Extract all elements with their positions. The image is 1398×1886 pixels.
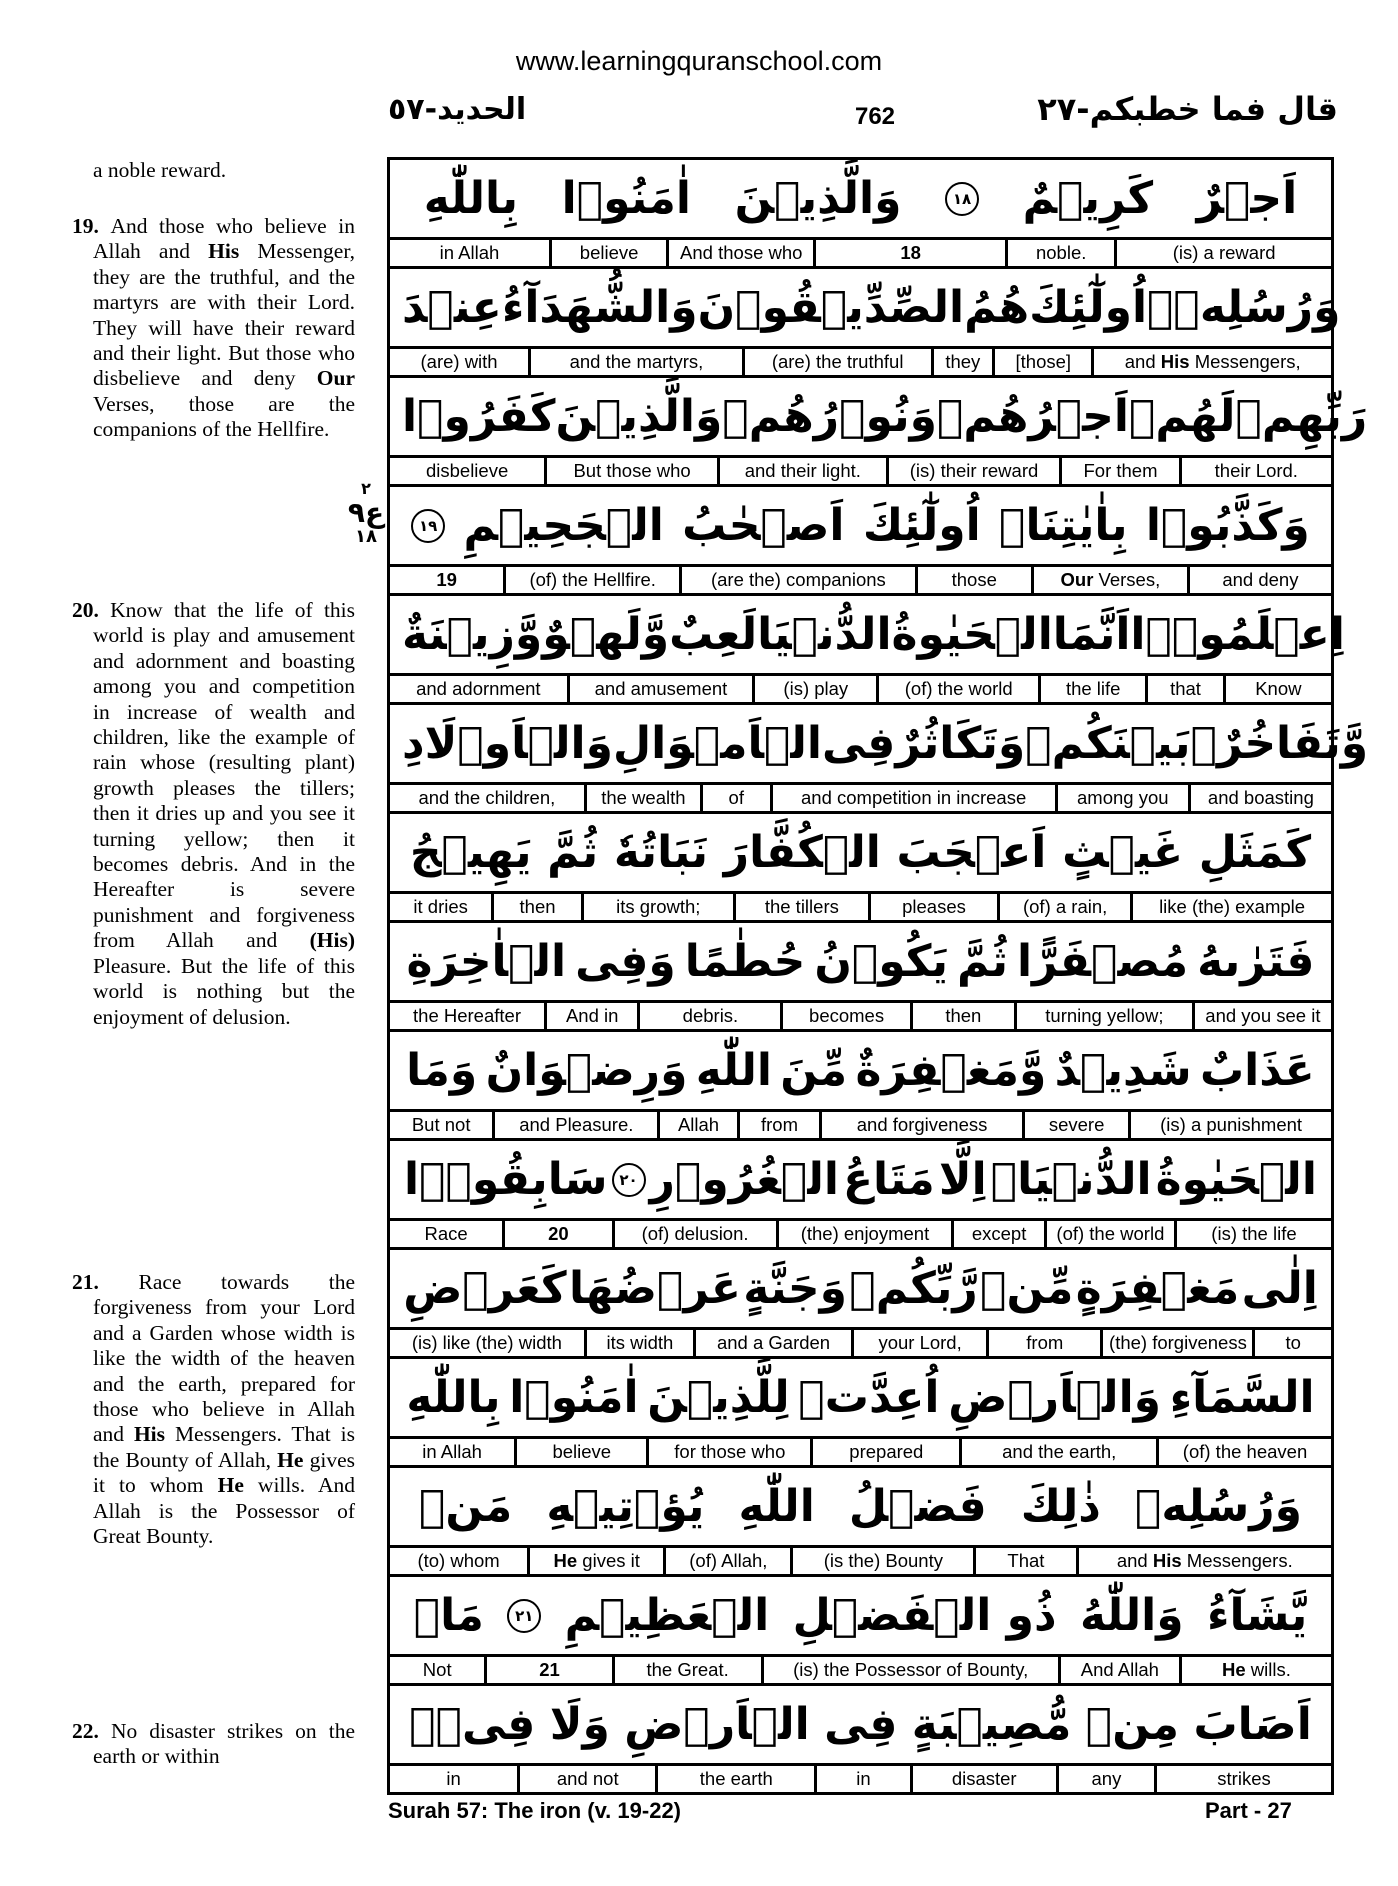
arabic-word: فِى xyxy=(822,717,896,769)
translation-cell: He wills. xyxy=(1179,1657,1331,1683)
verse-number: 21. xyxy=(72,1270,139,1294)
arabic-word: اٰمَنُوۡا xyxy=(561,172,691,224)
translation-cell: from xyxy=(737,1112,819,1138)
translation-cell: the Great. xyxy=(612,1657,761,1683)
arabic-word: مُّصِيۡبَةٍ xyxy=(911,1698,1072,1750)
verse-number-cell: 20 xyxy=(502,1221,611,1247)
translation-cell: (is) like (the) width xyxy=(411,1332,562,1353)
arabic-word: وَاللّٰهُ xyxy=(1079,1589,1184,1641)
translation-cell: and the earth, xyxy=(959,1439,1156,1465)
arabic-word: ذٰلِكَ xyxy=(1020,1480,1101,1532)
verse-row-group xyxy=(390,1577,1331,1686)
arabic-word: وَرُسُلِهٖۤ xyxy=(1147,281,1341,333)
translation-cell: and the martyrs, xyxy=(528,349,742,375)
translation-cell: they xyxy=(931,349,993,375)
arabic-word: مُصۡفَرًّا xyxy=(1016,935,1189,987)
verse-19-translation xyxy=(72,214,356,443)
ruku-marker xyxy=(346,480,386,546)
arabic-word: اُولٰٓئِكَ xyxy=(862,499,981,551)
arabic-row xyxy=(390,487,1331,567)
arabic-word: وَّمَغۡفِرَةٌ xyxy=(855,1044,1047,1096)
translation-cell: and boasting xyxy=(1188,785,1331,811)
ruku-symbol: ع٩ xyxy=(347,496,385,529)
translation-cell: and you see it xyxy=(1192,1003,1331,1029)
juz-header: قال فما خطبكم-٢٧ xyxy=(1037,90,1338,128)
translation-cell: disaster xyxy=(910,1766,1056,1792)
verse-row-group xyxy=(390,1141,1331,1250)
translation-cell: for those who xyxy=(646,1439,810,1465)
arabic-word: لِلَّذِيۡنَ xyxy=(647,1371,790,1423)
ruku-bottom: ١٨ xyxy=(355,526,377,547)
translation-row xyxy=(390,785,1331,814)
translation-cell: their Lord. xyxy=(1179,458,1331,484)
arabic-word: وَرُسُلِهٖ xyxy=(1134,1480,1302,1532)
verse-row-group xyxy=(390,923,1331,1032)
arabic-row xyxy=(390,378,1368,458)
emphasis-text: He xyxy=(277,1447,304,1472)
emphasis-text: (His) xyxy=(309,928,355,953)
translation-cell: (are) with xyxy=(420,351,498,372)
arabic-word: وَلَا xyxy=(549,1698,610,1750)
arabic-word: الۡغُرُوۡرِ xyxy=(649,1153,839,1205)
translation-cell: (is) the life xyxy=(1174,1221,1331,1247)
verse-text: Know that the life of this world is play and amusement and adornment and boasting among you and competition in increase of wealth and children, like the example of rain whose (resulting plant) growth pleases the tillers; then it dries up and you see it turning yellow; then it becomes debris. And in the Hereafter is severe punishment and forgiveness from Allah and xyxy=(93,598,356,953)
translation-cell: (is) their reward xyxy=(886,458,1060,484)
translation-cell: And those who xyxy=(666,240,813,266)
translation-cell: (of) delusion. xyxy=(612,1221,776,1247)
translation-cell: (of) Allah, xyxy=(663,1548,790,1574)
arabic-word: وَكَذَّبُوۡا xyxy=(1145,499,1310,551)
translation-row xyxy=(390,1221,1331,1250)
arabic-word: الۡحَيٰوةُ xyxy=(891,608,1053,660)
translation-cell: (of) the heaven xyxy=(1156,1439,1331,1465)
arabic-word: الۡحَيٰوةُ xyxy=(1155,1153,1317,1205)
arabic-word: بِاٰيٰتِنَاۤ xyxy=(999,499,1128,551)
verse-20-translation xyxy=(72,598,356,1030)
arabic-word: اللّٰهِ xyxy=(695,1044,772,1096)
arabic-word: كَفَرُوۡا xyxy=(402,390,556,442)
translation-cell: Not xyxy=(422,1659,452,1680)
translation-row xyxy=(390,458,1331,487)
emphasis-text: Our xyxy=(316,366,355,391)
emphasis-text: His xyxy=(208,239,240,264)
translation-cell: the Hereafter xyxy=(413,1005,521,1026)
arabic-row xyxy=(390,814,1331,894)
arabic-word: اٰمَنُوۡا xyxy=(509,1371,639,1423)
translation-cell: turning yellow; xyxy=(1014,1003,1192,1029)
arabic-word: وَفِى xyxy=(575,935,676,987)
arabic-word: وَجَنَّةٍ xyxy=(743,1262,847,1314)
translation-cell: and a Garden xyxy=(693,1330,851,1356)
translation-row xyxy=(390,894,1331,923)
arabic-word: كَرِيۡمٌ xyxy=(1022,172,1154,224)
translation-row xyxy=(390,1112,1331,1141)
arabic-word: اللّٰهِ xyxy=(738,1480,815,1532)
arabic-word: اَصۡحٰبُ xyxy=(682,499,845,551)
translation-cell: (of) the world xyxy=(1044,1221,1174,1247)
translation-cell: it dries xyxy=(413,896,468,917)
translation-cell: of xyxy=(700,785,770,811)
arabic-word: ثُمَّ xyxy=(956,935,1008,987)
arabic-word: وَالۡاَرۡضِ xyxy=(948,1371,1162,1423)
translation-row xyxy=(390,240,1331,269)
arabic-word: وَّزِيۡنَةٌ xyxy=(402,608,543,660)
arabic-word: مِنۡ xyxy=(1085,1698,1180,1750)
arabic-word: وَالَّذِيۡنَ xyxy=(734,172,902,224)
translation-cell: any xyxy=(1056,1766,1154,1792)
arabic-word: بِاللّٰهِ xyxy=(406,1371,501,1423)
translation-cell: (is) a punishment xyxy=(1128,1112,1331,1138)
translation-cell: the life xyxy=(1038,676,1145,702)
verse-text: Pleasure. But the life of this world is nothing but the enjoyment of delusion. xyxy=(93,953,355,1029)
translation-cell: your Lord, xyxy=(851,1330,986,1356)
translation-cell: (is) play xyxy=(752,676,876,702)
arabic-row xyxy=(390,1250,1331,1330)
arabic-word: الۡاَمۡوَالِ xyxy=(612,717,823,769)
arabic-word: اَصَابَ xyxy=(1193,1698,1312,1750)
arabic-word: مَنۡ xyxy=(419,1480,513,1532)
arabic-word: غَيۡثٍ xyxy=(1062,826,1184,878)
arabic-word: بِاللّٰهِ xyxy=(423,172,519,224)
translation-cell: (the) enjoyment xyxy=(776,1221,952,1247)
verse-row-group xyxy=(390,1032,1331,1141)
translation-cell: For them xyxy=(1059,458,1178,484)
verse-number-cell: 21 xyxy=(484,1657,611,1683)
translation-cell: prepared xyxy=(810,1439,959,1465)
translation-cell: like (the) example xyxy=(1130,894,1331,920)
translation-cell: and deny xyxy=(1187,567,1331,593)
translation-cell: (are) the truthful xyxy=(742,349,931,375)
arabic-word: رَّبِّكُمۡ xyxy=(849,1262,978,1314)
arabic-row xyxy=(390,596,1345,676)
translation-cell: and His Messengers. xyxy=(1076,1548,1331,1574)
word-by-word-table xyxy=(387,157,1369,1795)
arabic-word: يَكُوۡنُ xyxy=(814,935,948,987)
verse-row-group xyxy=(390,487,1331,596)
translation-cell: then xyxy=(491,894,580,920)
arabic-word: اِعۡلَمُوۡۤا xyxy=(1130,608,1345,660)
arabic-row xyxy=(390,1686,1331,1766)
translation-cell: and amusement xyxy=(567,676,753,702)
arabic-word: مَغۡفِرَةٍ xyxy=(1075,1262,1240,1314)
translation-cell: (of) the Hellfire. xyxy=(503,567,679,593)
footer-surah-info: Surah 57: The iron (v. 19-22) xyxy=(388,1798,682,1823)
arabic-row xyxy=(390,705,1369,785)
verse-row-group xyxy=(390,705,1369,814)
arabic-word: الصِّدِّيۡقُوۡنَ xyxy=(697,281,965,333)
arabic-word: الۡكُفَّارَ xyxy=(723,826,881,878)
verse-text: Race towards the forgiveness from your Lord and a Garden whose width is like the width of the heaven and the earth, prepared for those who believe in Allah and xyxy=(93,1270,355,1447)
translation-cell: debris. xyxy=(637,1003,780,1029)
translation-cell: its growth; xyxy=(581,894,733,920)
translation-cell: believe xyxy=(514,1439,646,1465)
verse-row-group xyxy=(390,1468,1331,1577)
arabic-word: اَعۡجَبَ xyxy=(896,826,1047,878)
ruku-top: ٢ xyxy=(361,479,371,498)
translation-cell: disbelieve xyxy=(425,460,509,481)
ayah-end-marker-icon: ١٩ xyxy=(411,509,445,543)
arabic-word: وَالَّذِيۡنَ xyxy=(555,390,723,442)
verse-row-group xyxy=(390,814,1331,923)
translation-cell: in xyxy=(446,1768,461,1789)
translation-cell: (to) whom xyxy=(417,1550,500,1571)
translation-cell: Allah xyxy=(657,1112,736,1138)
arabic-word: مِّنَ xyxy=(780,1044,848,1096)
translation-cell: (is) a reward xyxy=(1114,240,1331,266)
arabic-row xyxy=(390,1577,1331,1657)
arabic-word: حُطٰمًا xyxy=(684,935,806,987)
website-url: www.learningquranschool.com xyxy=(515,46,883,76)
translation-cell: from xyxy=(986,1330,1100,1356)
verse-row-group xyxy=(390,378,1368,487)
translation-cell: (is) the Possessor of Bounty, xyxy=(761,1657,1058,1683)
arabic-word: عَذَابٌ xyxy=(1199,1044,1315,1096)
page-number: 762 xyxy=(854,103,896,130)
verse-text: gives it to whom xyxy=(93,1447,355,1498)
ayah-end-marker-icon: ٢١ xyxy=(507,1599,541,1633)
arabic-word: اُعِدَّتۡ xyxy=(798,1371,940,1423)
translation-cell: And in xyxy=(544,1003,637,1029)
verse-text: wills. And Allah is the Possessor of Great Bounty. xyxy=(93,1473,356,1549)
verse-text: Verses, those are the companions of the Hellfire. xyxy=(93,391,355,442)
translation-cell: that xyxy=(1145,676,1222,702)
translation-cell: Know xyxy=(1223,676,1331,702)
arabic-word: نَبَاتُهٗ xyxy=(613,826,709,878)
translation-cell: those xyxy=(915,567,1031,593)
translation-row xyxy=(390,567,1331,596)
arabic-word: رَبِّهِمۡ xyxy=(1235,390,1368,442)
translation-cell: believe xyxy=(549,240,666,266)
translation-row xyxy=(390,1548,1331,1577)
arabic-word: يَّشَآءُ xyxy=(1206,1589,1308,1641)
translation-cell: (is the) Bounty xyxy=(790,1548,973,1574)
translation-cell: in Allah xyxy=(422,1441,482,1462)
verse-number: 22. xyxy=(72,1719,111,1743)
translation-cell: in xyxy=(814,1766,909,1792)
arabic-word: وَرِضۡوَانٌ xyxy=(485,1044,688,1096)
arabic-word: الۡجَحِيۡمِ xyxy=(463,499,664,551)
translation-cell: and their light. xyxy=(717,458,886,484)
surah-header: الحديد-٥٧ xyxy=(388,92,527,127)
translation-cell: and adornment xyxy=(416,678,541,699)
verse-text: Messenger, they are the truthful, and the martyrs are with their Lord. They will have their reward and their light. But those who disbelieve and deny xyxy=(93,239,356,391)
translation-cell: and not xyxy=(517,1766,655,1792)
translation-cell: the tillers xyxy=(733,894,868,920)
arabic-word: سَابِقُوۡۤا xyxy=(404,1153,608,1205)
translation-cell: [those] xyxy=(992,349,1091,375)
translation-cell: and forgiveness xyxy=(819,1112,1022,1138)
translation-cell: But not xyxy=(411,1114,471,1135)
arabic-word: الۡاٰخِرَةِ xyxy=(406,935,567,987)
translation-cell: the earth xyxy=(655,1766,814,1792)
verse-number: 20. xyxy=(72,598,111,622)
emphasis-text: He xyxy=(217,1473,244,1498)
translation-cell: (the) forgiveness xyxy=(1100,1330,1252,1356)
verse-text: And those who believe in Allah and xyxy=(93,214,355,264)
arabic-word: وَتَكَاثُرٌ xyxy=(895,717,1026,769)
translation-cell: among you xyxy=(1055,785,1188,811)
translation-row xyxy=(390,1330,1331,1359)
arabic-word: فَضۡلُ xyxy=(848,1480,987,1532)
ayah-end-marker-icon: ١٨ xyxy=(945,182,979,216)
verse-number-cell: 19 xyxy=(436,569,457,590)
verse-22-translation xyxy=(72,1719,356,1770)
translation-cell: in Allah xyxy=(439,242,500,263)
arabic-word: وَالۡاَوۡلَادِ xyxy=(402,717,613,769)
translation-row xyxy=(390,1439,1331,1468)
translation-cell: to xyxy=(1252,1330,1330,1356)
arabic-row xyxy=(390,1468,1331,1548)
verse-row-group xyxy=(390,1686,1331,1792)
arabic-word: عِنۡدَ xyxy=(402,281,502,333)
translation-cell: And Allah xyxy=(1058,1657,1179,1683)
verse-text: Messengers. That is the Bounty of Allah, xyxy=(93,1422,355,1472)
arabic-word: اَنَّمَا xyxy=(1052,608,1131,660)
emphasis-text: His xyxy=(133,1422,166,1447)
translation-cell: He gives it xyxy=(527,1548,663,1574)
arabic-word: لَعِبٌ xyxy=(669,608,758,660)
arabic-word: مَتَاعُ xyxy=(843,1153,935,1205)
arabic-word: اِلَّا xyxy=(938,1153,987,1205)
translation-row xyxy=(390,1657,1331,1686)
arabic-word: وَّتَفَاخُرٌۢ xyxy=(1190,717,1369,769)
translation-cell: pleases xyxy=(868,894,997,920)
arabic-word: اِلٰى xyxy=(1241,1262,1318,1314)
arabic-word: كَمَثَلِ xyxy=(1198,826,1312,878)
arabic-word: لَهُمۡ xyxy=(1128,390,1236,442)
translation-cell: and Pleasure. xyxy=(492,1112,657,1138)
arabic-word: اَجۡرُهُمۡ xyxy=(936,390,1129,442)
arabic-word: بَيۡنَكُمۡ xyxy=(1025,717,1191,769)
arabic-row xyxy=(390,1032,1331,1112)
translation-cell: and the children, xyxy=(418,787,556,808)
arabic-word: الدُّنۡيَاۤ xyxy=(990,1153,1152,1205)
translation-cell: then xyxy=(910,1003,1014,1029)
arabic-word: عَرۡضُهَا xyxy=(568,1262,741,1314)
arabic-row xyxy=(390,1141,1331,1221)
arabic-word: اُولٰٓئِكَ xyxy=(1029,281,1148,333)
translation-cell: (are the) companions xyxy=(679,567,914,593)
arabic-word: الدُّنۡيَا xyxy=(757,608,892,660)
arabic-word: الۡاَرۡضِ xyxy=(624,1698,810,1750)
arabic-word: وَنُوۡرُهُمۡ xyxy=(722,390,937,442)
verse-row-group xyxy=(390,1359,1331,1468)
translation-cell: (of) the world xyxy=(876,676,1038,702)
translation-row xyxy=(390,349,1331,378)
verse-row-group xyxy=(390,160,1331,269)
translation-cell: except xyxy=(951,1221,1043,1247)
arabic-word: كَعَرۡضِ xyxy=(403,1262,567,1314)
translation-cell: But those who xyxy=(544,458,717,484)
carryover-text: a noble reward. xyxy=(93,158,227,182)
arabic-word: وَالشُّهَدَآءُ xyxy=(501,281,698,333)
arabic-word: اَجۡرٌ xyxy=(1196,172,1298,224)
arabic-word: مَاۤ xyxy=(413,1589,484,1641)
arabic-word: السَّمَآءِ xyxy=(1169,1371,1315,1423)
arabic-word: ثُمَّ xyxy=(547,826,599,878)
verse-number-cell: 18 xyxy=(813,240,1005,266)
translation-cell: the wealth xyxy=(584,785,700,811)
translation-cell: That xyxy=(973,1548,1075,1574)
arabic-row xyxy=(390,269,1341,349)
translation-row xyxy=(390,1003,1331,1032)
translation-cell: (of) a rain, xyxy=(997,894,1130,920)
verse-row-group xyxy=(390,269,1341,378)
verse-text: No disaster strikes on the earth or within xyxy=(93,1719,356,1769)
arabic-word: فِى xyxy=(824,1698,898,1750)
arabic-word: يَهِيۡجُ xyxy=(409,826,532,878)
verse-21-translation xyxy=(72,1270,356,1549)
translation-cell: becomes xyxy=(780,1003,909,1029)
translation-row xyxy=(390,1766,1331,1792)
arabic-row xyxy=(390,923,1331,1003)
translation-cell: strikes xyxy=(1154,1766,1331,1792)
translation-cell: Race xyxy=(424,1223,468,1244)
arabic-word: فَتَرٰٮهُ xyxy=(1197,935,1315,987)
translation-cell: and competition in increase xyxy=(770,785,1055,811)
footer-part: Part - 27 xyxy=(1205,1798,1292,1823)
arabic-word: الۡعَظِيۡمِ xyxy=(564,1589,770,1641)
translation-cell: and His Messengers, xyxy=(1091,349,1330,375)
translation-cell: noble. xyxy=(1005,240,1114,266)
arabic-row xyxy=(390,160,1331,240)
translation-row xyxy=(390,676,1331,705)
translation-cell: Our Verses, xyxy=(1031,567,1187,593)
verse-number: 19. xyxy=(72,214,111,238)
arabic-word: يُؤۡتِيۡهِ xyxy=(546,1480,705,1532)
arabic-word: مِّنۡ xyxy=(980,1262,1074,1314)
arabic-word: شَدِيۡدٌ xyxy=(1054,1044,1192,1096)
verse-row-group xyxy=(390,596,1345,705)
arabic-word: هُمُ xyxy=(964,281,1030,333)
ayah-end-marker-icon: ٢٠ xyxy=(612,1163,646,1197)
arabic-word: وَمَا xyxy=(406,1044,478,1096)
arabic-word: فِىۡۤ xyxy=(409,1698,536,1750)
verse-row-group xyxy=(390,1250,1331,1359)
translation-cell: its width xyxy=(584,1330,693,1356)
translation-cell: severe xyxy=(1022,1112,1128,1138)
arabic-word: ذُو الۡفَضۡلِ xyxy=(792,1589,1057,1641)
arabic-word: وَّلَهۡوٌ xyxy=(542,608,670,660)
arabic-row xyxy=(390,1359,1331,1439)
